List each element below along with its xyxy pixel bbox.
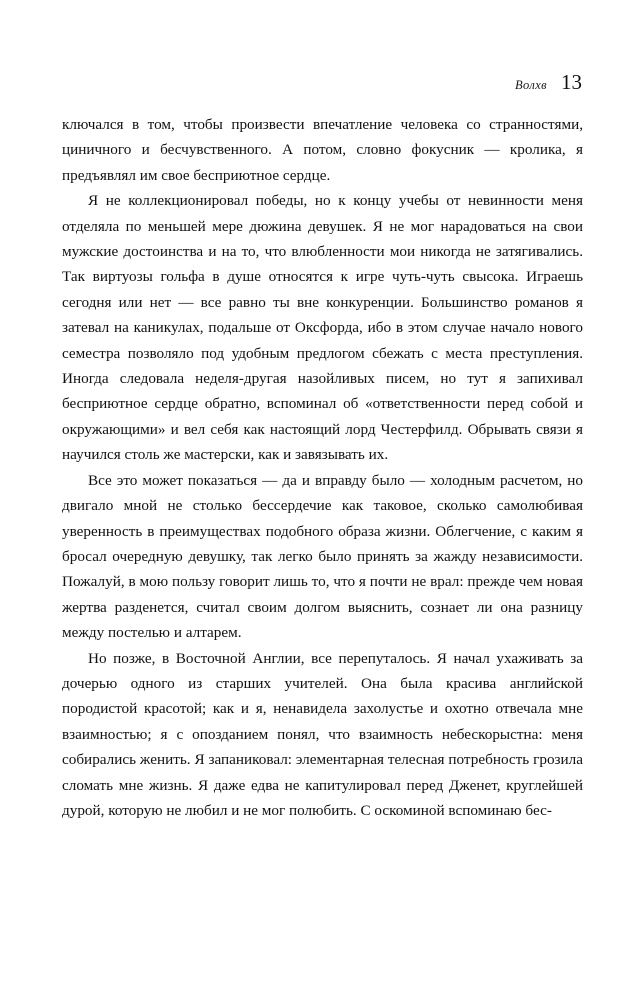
running-head xyxy=(62,72,582,98)
paragraph: ключался в том, чтобы произвести впечатление человека со странностями, циничного и бесчувственного. А потом, словно фокусник — кролика, я предъявлял им свое бесприютное сердце. xyxy=(62,116,583,184)
page-number: 13 xyxy=(561,70,582,94)
paragraph: Я не коллекционировал победы, но к концу учебы от невинности меня отделяла по меньшей мере дюжина девушек. Я не мог нарадоваться на свои мужские достоинства и на то, что влюбленности мои никогда не затягивались. Так виртуозы гольфа в душе относятся к игре чуть-чуть свысока. Играешь сегодня или нет — все равно ты вне конкуренции. Большинство романов я затевал на каникулах, подальше от Оксфорда, ибо в этом случае начало нового семестра позволяло под удобным предлогом сбежать с места преступления. Иногда следовала неделя-другая назойливых писем, но тут я запихивал бесприютное сердце обратно, вспоминал об «ответственности перед собой и окружающими» и вел себя как настоящий лорд Честерфилд. Обрывать связи я научился столь же мастерски, как и завязывать их. xyxy=(62,192,583,464)
running-head-title: Волхв xyxy=(515,78,547,92)
body-text xyxy=(62,112,583,823)
paragraph: Все это может показаться — да и вправду было — холодным расчетом, но двигало мной не столько бессердечие как таковое, сколько самолюбивая уверенность в преимуществах подобного образа жизни. Облегчение, с каким я бросал очередную девушку, так легко было принять за жажду независимости. Пожалуй, в мою пользу говорит лишь то, что я почти не врал: прежде чем новая жертва разденется, считал своим долгом выяснить, сознает ли она разницу между постелью и алтарем. xyxy=(62,471,583,642)
paragraph: Но позже, в Восточной Англии, все перепуталось. Я начал ухаживать за дочерью одного из старших учителей. Она была красива английской породистой красотой; как и я, ненавидела захолустье и охотно отвечала мне взаимностью; я с опозданием понял, что взаимность небескорыстна: меня собирались женить. Я запаниковал: элементарная телесная потребность грозила сломать мне жизнь. Я даже едва не капитулировал перед Дженет, круглейшей дурой, которую не любил и не мог полюбить. С оскоминой вспоминаю бес- xyxy=(62,649,583,819)
